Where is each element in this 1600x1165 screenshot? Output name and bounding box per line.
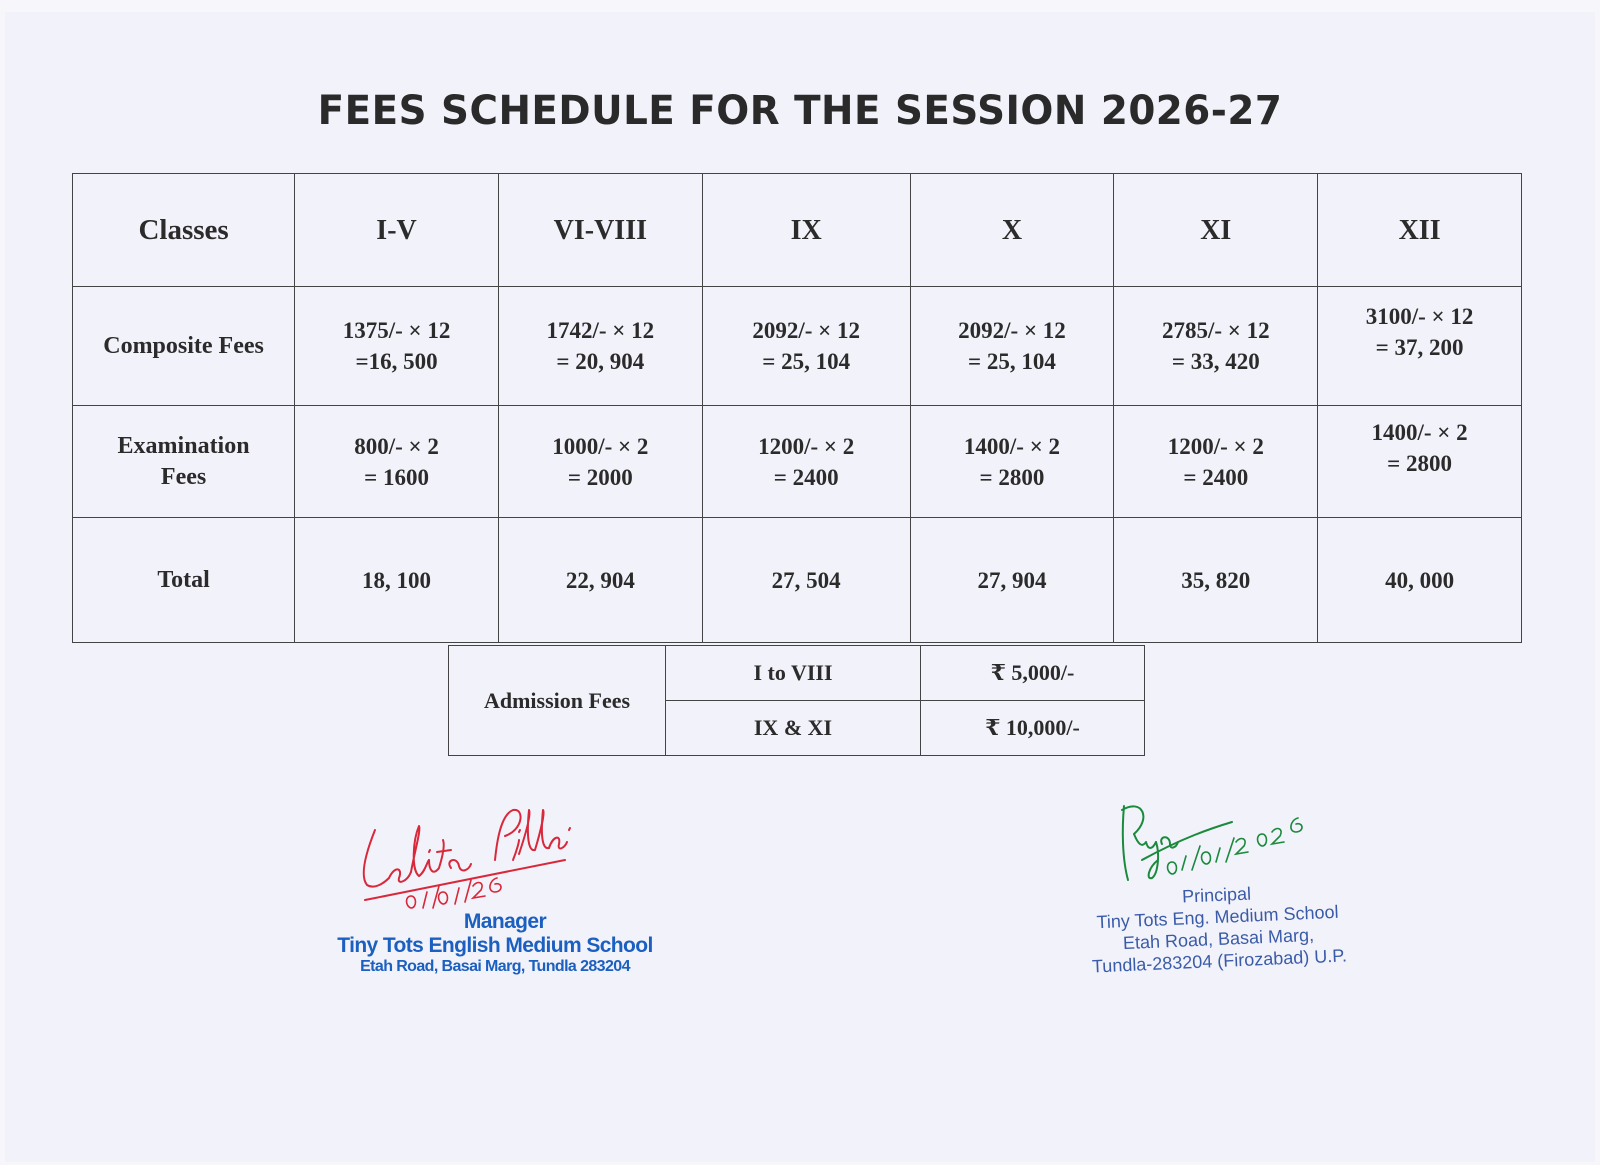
admission-classes: IX & XI — [666, 701, 921, 756]
manager-school: Tiny Tots English Medium School — [337, 934, 653, 957]
fees-table — [72, 173, 1522, 643]
fee-cell: 1400/- × 2 = 2800 — [910, 406, 1114, 518]
total-cell: 27, 904 — [910, 518, 1114, 643]
row-label: Composite Fees — [73, 287, 295, 406]
admission-classes: I to VIII — [666, 646, 921, 701]
header-classes: Classes — [73, 174, 295, 287]
header-class: X — [910, 174, 1114, 287]
total-cell: 35, 820 — [1114, 518, 1318, 643]
page-title: FEES SCHEDULE FOR THE SESSION 2026-27 — [317, 88, 1283, 134]
row-label: Total — [73, 518, 295, 643]
fee-cell: 1200/- × 2 = 2400 — [1114, 406, 1318, 518]
fee-cell: 1200/- × 2 = 2400 — [702, 406, 910, 518]
principal-address-line1: Etah Road, Basai Marg, — [1122, 924, 1315, 954]
manager-address: Etah Road, Basai Marg, Tundla 283204 — [360, 958, 630, 975]
principal-address-line2: Tundla-283204 (Firozabad) U.P. — [1091, 945, 1348, 977]
fee-cell: 1742/- × 12 = 20, 904 — [498, 287, 702, 406]
fee-cell: 3100/- × 12 = 37, 200 — [1318, 287, 1522, 406]
principal-school: Tiny Tots Eng. Medium School — [1096, 901, 1339, 933]
manager-stamp — [335, 910, 655, 976]
fee-cell: 1375/- × 12 =16, 500 — [295, 287, 499, 406]
admission-fee: ₹ 5,000/- — [921, 646, 1145, 701]
principal-stamp — [1071, 878, 1365, 979]
examination-fees-row — [73, 406, 1522, 518]
fee-cell: 2092/- × 12 = 25, 104 — [910, 287, 1114, 406]
fee-cell: 800/- × 2 = 1600 — [295, 406, 499, 518]
admission-label: Admission Fees — [449, 646, 666, 756]
total-cell: 27, 504 — [702, 518, 910, 643]
table-header-row — [73, 174, 1522, 287]
header-class: XII — [1318, 174, 1522, 287]
manager-signature — [345, 790, 585, 920]
total-cell: 22, 904 — [498, 518, 702, 643]
manager-role: Manager — [463, 910, 547, 933]
admission-fee: ₹ 10,000/- — [921, 701, 1145, 756]
row-label: Examination Fees — [73, 406, 295, 518]
fee-cell: 1400/- × 2 = 2800 — [1318, 406, 1522, 518]
total-cell: 18, 100 — [295, 518, 499, 643]
fee-cell: 1000/- × 2 = 2000 — [498, 406, 702, 518]
header-class: IX — [702, 174, 910, 287]
table-row — [449, 646, 1145, 701]
header-class: VI-VIII — [498, 174, 702, 287]
composite-fees-row — [73, 287, 1522, 406]
total-cell: 40, 000 — [1318, 518, 1522, 643]
principal-role: Principal — [1181, 883, 1252, 907]
total-row — [73, 518, 1522, 643]
header-class: I-V — [295, 174, 499, 287]
header-class: XI — [1114, 174, 1318, 287]
fee-cell: 2785/- × 12 = 33, 420 — [1114, 287, 1318, 406]
fee-cell: 2092/- × 12 = 25, 104 — [702, 287, 910, 406]
admission-fees-table — [448, 645, 1145, 756]
